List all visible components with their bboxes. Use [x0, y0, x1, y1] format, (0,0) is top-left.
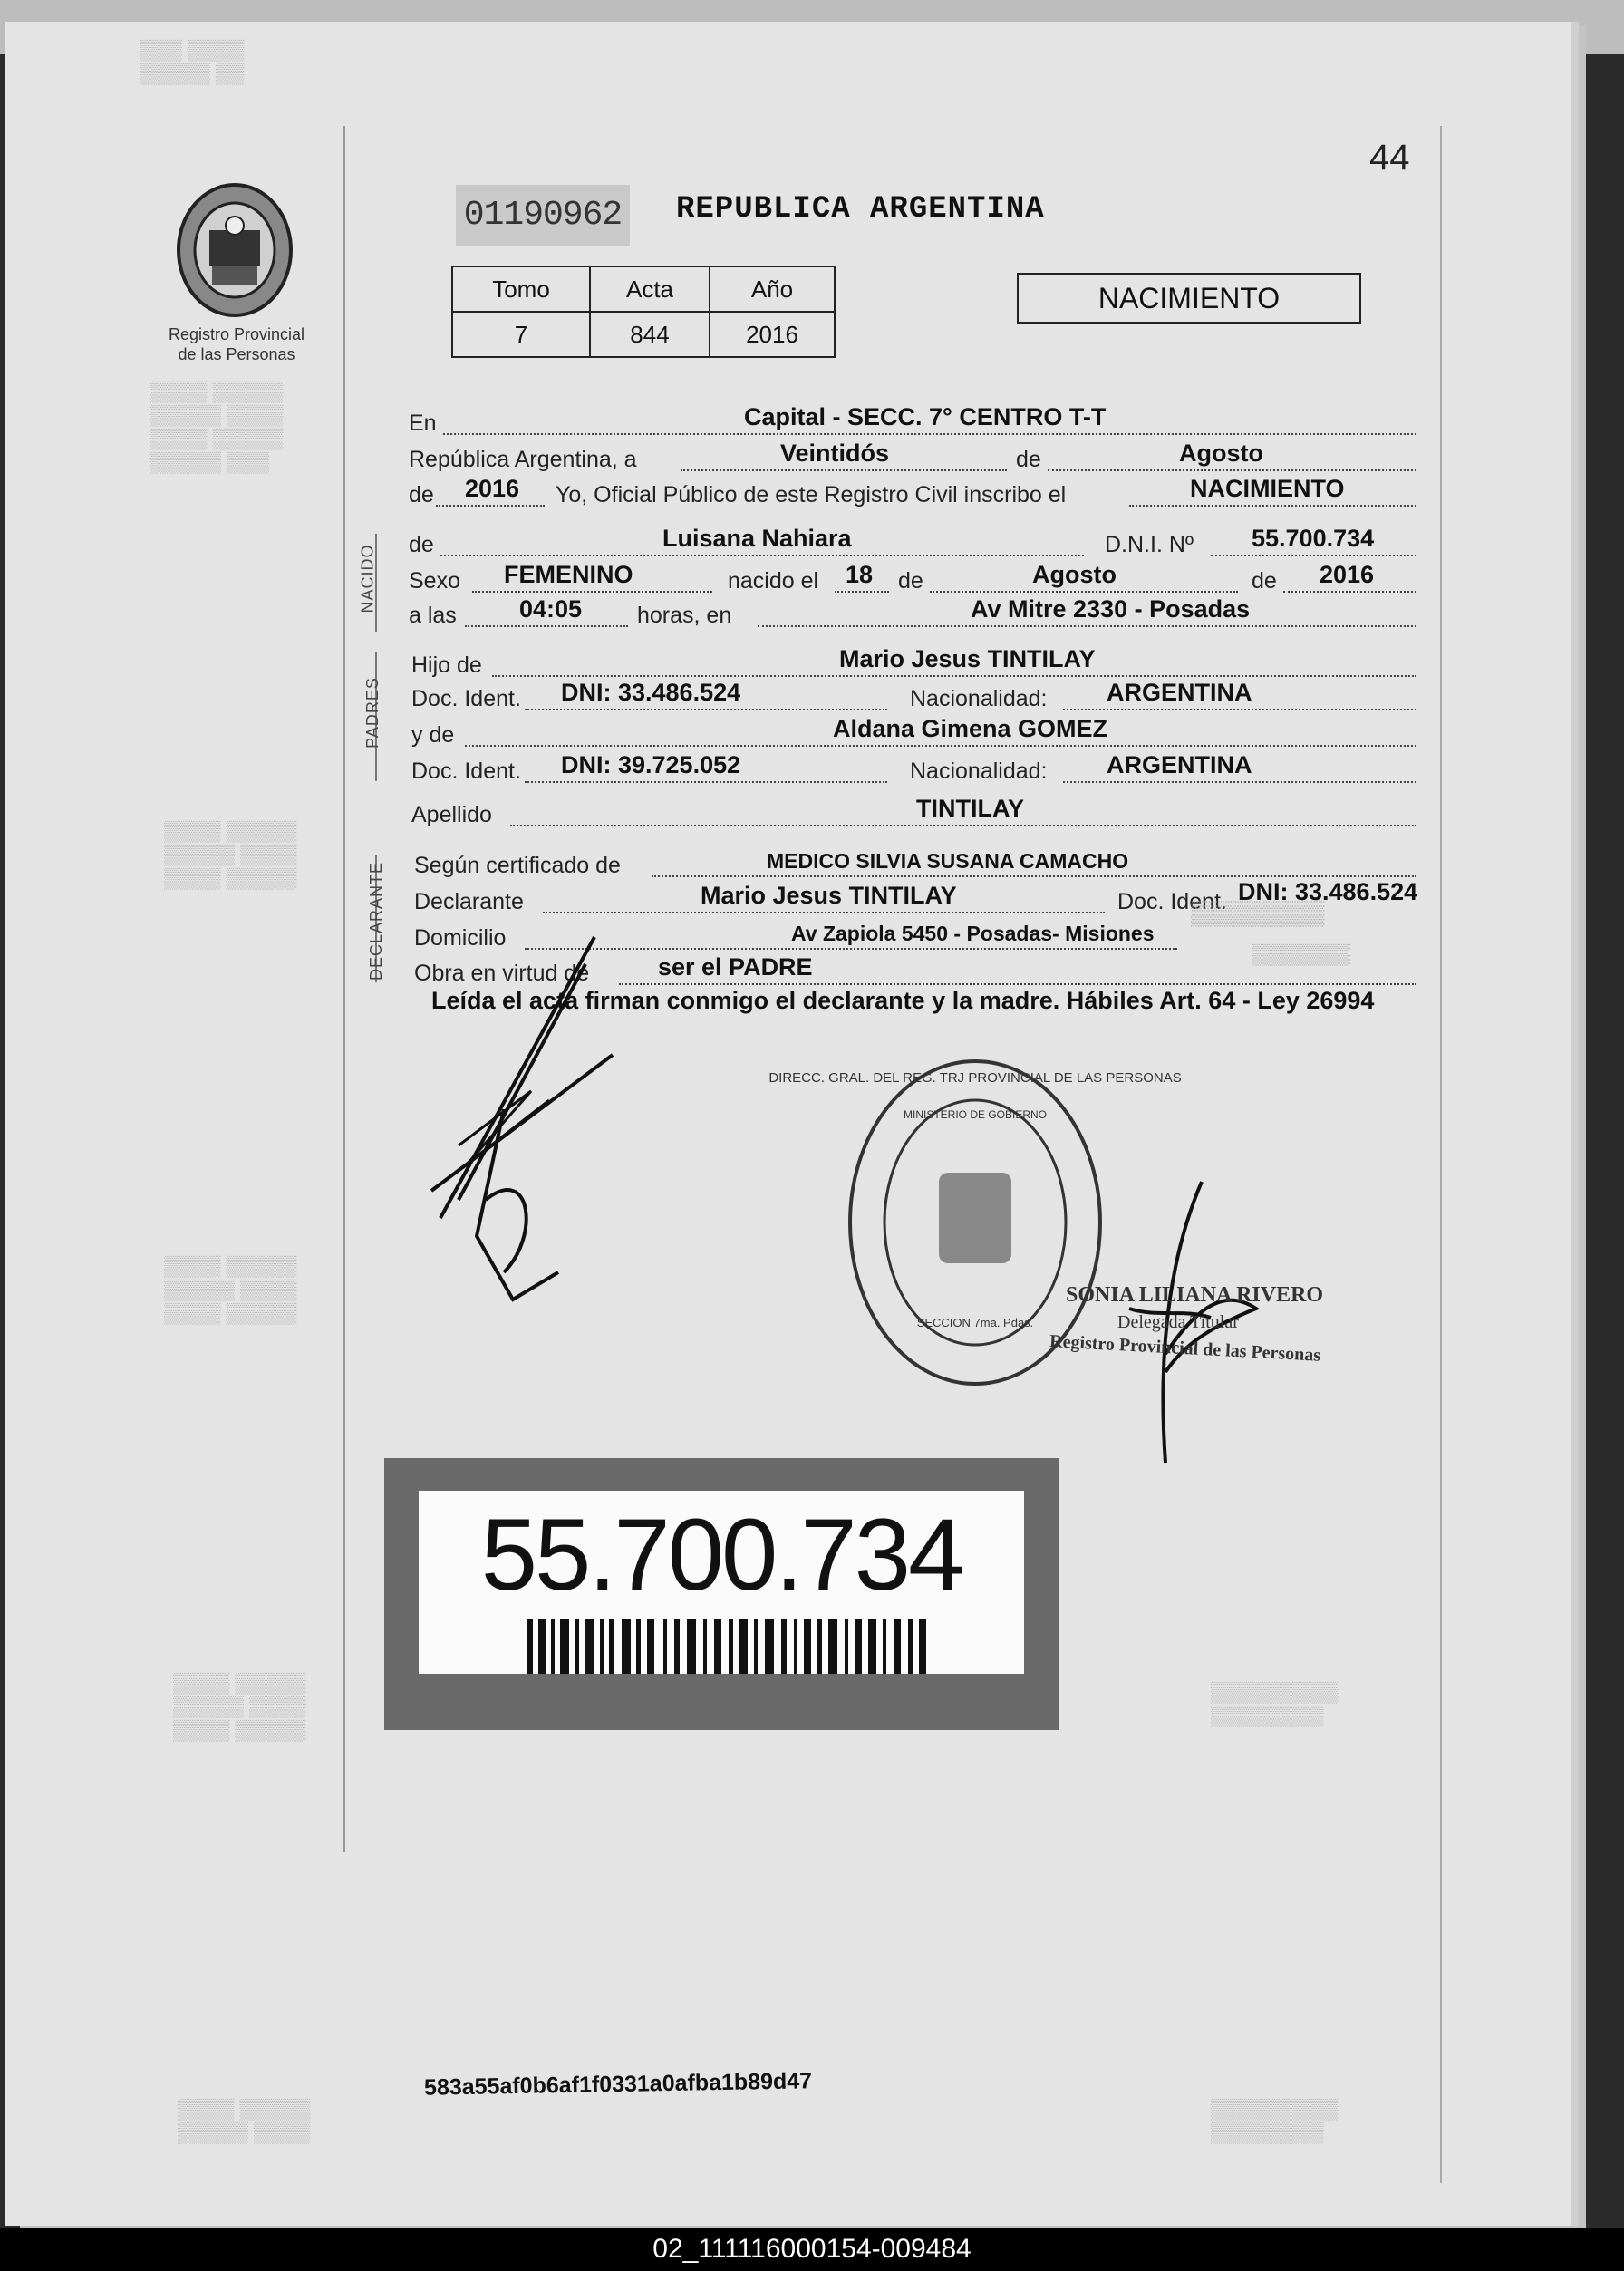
obra-value: ser el PADRE	[658, 953, 813, 981]
document-header: REPUBLICA ARGENTINA	[676, 192, 1045, 227]
father-doc: DNI: 33.486.524	[561, 679, 741, 706]
bleed-through-text: ▒▒▒▒▒▒▒	[1252, 942, 1351, 965]
row-nacido-hora: a las 04:05 horas, en Av Mitre 2330 - Posadas	[409, 593, 1416, 629]
birth-day: 18	[846, 561, 874, 588]
row-official: de 2016 Yo, Oficial Público de este Registro Civil inscribo el NACIMIENTO	[409, 472, 1416, 508]
event-value: NACIMIENTO	[1190, 475, 1345, 502]
birth-month: Agosto	[1032, 561, 1116, 588]
value-acta: 844	[590, 312, 710, 357]
document-hash: 583a55af0b6af1f0331a0afba1b89d47	[423, 2068, 813, 2101]
mother-nationality: ARGENTINA	[1107, 751, 1252, 778]
header-ano: Año	[710, 266, 835, 312]
row-apellido: Apellido TINTILAY	[409, 792, 1416, 828]
bleed-through-text: ▒▒▒▒ ▒▒▒▒▒ ▒▒▒▒▒ ▒▒▒▒ ▒▒▒▒ ▒▒▒▒▒ ▒▒▒▒▒ ▒▒▒	[150, 380, 284, 473]
bleed-through-text: ▒▒▒▒ ▒▒▒▒▒ ▒▒▒▒▒ ▒▒▒▒ ▒▒▒▒ ▒▒▒▒▒	[173, 1671, 306, 1741]
header-tomo: Tomo	[452, 266, 590, 312]
year-value: 2016	[465, 475, 520, 502]
row-nacido-sexo: Sexo FEMENINO nacido el 18 de Agosto de 2016	[409, 558, 1416, 594]
padres-side-label: PADRES	[362, 677, 382, 749]
birth-time: 04:05	[519, 595, 583, 623]
page-number: 44	[1369, 138, 1410, 178]
month-value: Agosto	[1179, 440, 1263, 467]
place-value: Capital - SECC. 7° CENTRO T-T	[744, 403, 1107, 430]
registry-table	[451, 266, 836, 358]
declarante-side-label: DECLARANTE	[367, 861, 386, 981]
father-name: Mario Jesus TINTILAY	[839, 645, 1096, 672]
mother-doc: DNI: 39.725.052	[561, 751, 741, 778]
right-margin-line	[1440, 126, 1442, 2183]
apellido-value: TINTILAY	[916, 795, 1025, 822]
stamp-inner-text: MINISTERIO DE GOBIERNO	[903, 1108, 1048, 1121]
officer-title: Delegada Titular	[1117, 1312, 1239, 1332]
margin-line	[343, 126, 345, 1852]
value-tomo: 7	[452, 312, 590, 357]
officer-office: Registro Provincial de las Personas	[1049, 1331, 1321, 1366]
provincia-misiones-logo	[169, 176, 301, 321]
closing-statement: Leída el acta firman conmigo el declarante y la madre. Hábiles Art. 64 - Ley 26994	[431, 987, 1375, 1014]
document-page	[5, 22, 1571, 2226]
row-certificate: Según certificado de MEDICO SILVIA SUSANA CAMACHO	[409, 843, 1416, 879]
declarante-name: Mario Jesus TINTILAY	[701, 882, 957, 909]
bleed-through-text: ▒▒▒▒ ▒▒▒▒▒ ▒▒▒▒▒ ▒▒▒▒	[178, 2097, 311, 2143]
row-domicilio: Domicilio Av Zapiola 5450 - Posadas- Misiones	[409, 915, 1416, 952]
row-father-doc: Doc. Ident. DNI: 33.486.524 Nacionalidad: ARGENTINA	[409, 676, 1416, 712]
child-dni: 55.700.734	[1252, 525, 1375, 552]
nacido-side-label: NACIDO	[358, 544, 377, 614]
scan-footer: 02_111116000154-009484	[0, 2228, 1624, 2271]
barcode	[527, 1619, 926, 1674]
sexo-value: FEMENINO	[504, 561, 633, 588]
dni-number-label	[384, 1458, 1059, 1730]
value-ano: 2016	[710, 312, 835, 357]
birth-year: 2016	[1320, 561, 1375, 588]
bleed-through-text: ▒▒▒▒ ▒▒▒▒▒ ▒▒▒▒▒ ▒▒▒▒ ▒▒▒▒ ▒▒▒▒▒	[164, 1254, 297, 1324]
row-obra: Obra en virtud de ser el PADRE	[409, 951, 1416, 987]
row-mother-doc: Doc. Ident. DNI: 39.725.052 Nacionalidad: ARGENTINA	[409, 749, 1416, 785]
bleed-through-text: ▒▒▒▒ ▒▒▒▒▒ ▒▒▒▒▒ ▒▒▒▒ ▒▒▒▒ ▒▒▒▒▒	[164, 819, 297, 889]
dni-label-number: 55.700.734	[480, 1498, 962, 1611]
stamp-outer-text: DIRECC. GRAL. DEL REG. TRJ PROVINCIAL DE LAS PERSONAS	[768, 1070, 1182, 1086]
domicilio-value: Av Zapiola 5450 - Posadas- Misiones	[791, 922, 1155, 945]
logo-caption: Registro Provincial de las Personas	[168, 325, 305, 363]
row-date: República Argentina, a Veintidós de Agosto	[409, 437, 1416, 473]
stamp-bottom-text: SECCION 7ma. Pdas.	[916, 1316, 1034, 1329]
serial-number: 01190962	[456, 185, 630, 246]
bleed-through-text: ▒▒▒ ▒▒▒▒ ▒▒▒▒▒ ▒▒	[140, 38, 245, 84]
mother-name: Aldana Gimena GOMEZ	[833, 715, 1108, 742]
row-mother-name: y de Aldana Gimena GOMEZ	[409, 712, 1416, 749]
row-nacido-name: de Luisana Nahiara D.N.I. Nº 55.700.734	[409, 522, 1416, 558]
child-name: Luisana Nahiara	[662, 525, 852, 552]
officer-name: SONIA LILIANA RIVERO	[1066, 1283, 1324, 1307]
certificate-value: MEDICO SILVIA SUSANA CAMACHO	[767, 849, 1129, 873]
declarante-doc: DNI: 33.486.524	[1238, 878, 1418, 905]
header-acta: Acta	[590, 266, 710, 312]
bleed-through-text: ▒▒▒▒▒▒▒▒▒ ▒▒▒▒▒▒▒▒	[1211, 2097, 1339, 2143]
father-nationality: ARGENTINA	[1107, 679, 1252, 706]
row-en: En Capital - SECC. 7° CENTRO T-T	[409, 401, 1416, 437]
bleed-through-text: ▒▒▒▒▒▒▒▒▒ ▒▒▒▒▒▒▒▒	[1211, 1680, 1339, 1726]
record-type-box: NACIMIENTO	[1017, 273, 1361, 324]
row-father-name: Hijo de Mario Jesus TINTILAY	[409, 643, 1416, 679]
birth-place: Av Mitre 2330 - Posadas	[971, 595, 1251, 623]
row-declarante: Declarante Mario Jesus TINTILAY Doc. Ident. DNI: 33.486.524	[414, 878, 1418, 914]
day-value: Veintidós	[780, 440, 890, 467]
declarante-signature	[404, 928, 631, 1327]
bleed-through-text: ▒▒▒▒▒▒▒▒	[1191, 899, 1325, 926]
